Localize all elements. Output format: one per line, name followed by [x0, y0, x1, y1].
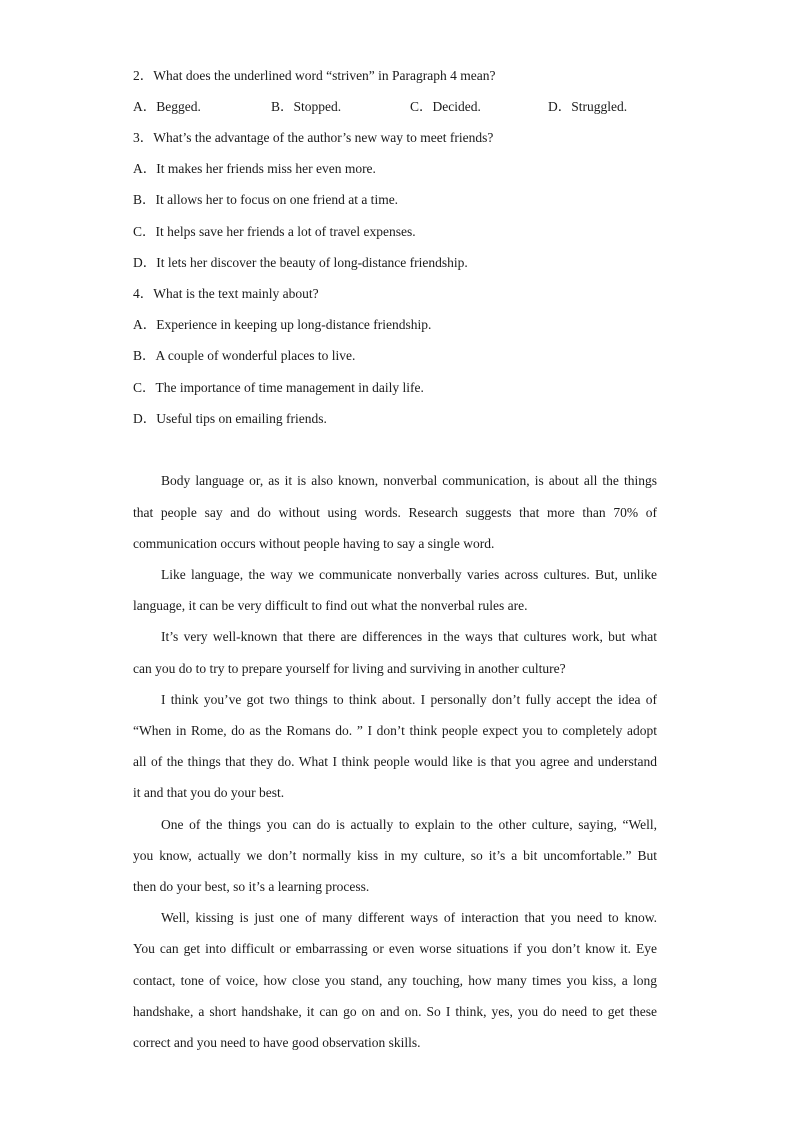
passage-line: then do your best, so it’s a learning process. [133, 879, 370, 894]
passage-line: contact, tone of voice, how close you stand, any touching, how many times you kiss, a long [133, 973, 657, 988]
question-3-stem: 3．What’s the advantage of the author’s new way to meet friends? [133, 130, 494, 145]
passage-line: Well, kissing is just one of many different ways of interaction that you need to know. [161, 910, 657, 925]
passage-line: can you do to try to prepare yourself for living and surviving in another culture? [133, 661, 566, 676]
passage-line: that people say and do without using words. Research suggests that more than 70% of [133, 505, 657, 520]
passage-line: it and that you do your best. [133, 785, 285, 800]
question-3-option-a[interactable]: A．It makes her friends miss her even more. [133, 161, 376, 176]
passage-line: you know, actually we don’t normally kiss in my culture, so it’s a bit uncomfortable.” But [133, 848, 657, 863]
passage-line: communication occurs without people having to say a single word. [133, 536, 495, 551]
passage-line: Like language, the way we communicate nonverbally varies across cultures. But, unlike [161, 567, 657, 582]
question-4-stem: 4．What is the text mainly about? [133, 286, 319, 301]
passage-line: language, it can be very difficult to find out what the nonverbal rules are. [133, 598, 528, 613]
passage-line: all of the things that they do. What I think people would like is that you agree and understand [133, 754, 657, 769]
question-3-option-c[interactable]: C．It helps save her friends a lot of travel expenses. [133, 224, 416, 239]
question-2-options [0, 99, 794, 115]
passage-line: It’s very well-known that there are differences in the ways that cultures work, but what [161, 629, 657, 644]
question-4-option-c[interactable]: C．The importance of time management in daily life. [133, 380, 424, 395]
passage-line: “When in Rome, do as the Romans do. ” I don’t think people expect you to completely adopt [133, 723, 657, 738]
passage-line: correct and you need to have good observation skills. [133, 1035, 421, 1050]
passage-line: You can get into difficult or embarrassing or even worse situations if you don’t know it. Eye [133, 941, 657, 956]
question-2-option-a[interactable]: A．Begged. [133, 99, 201, 114]
passage-line: I think you’ve got two things to think about. I personally don’t fully accept the idea of [161, 692, 657, 707]
passage-line: Body language or, as it is also known, nonverbal communication, is about all the things [161, 473, 657, 488]
question-2-option-b[interactable]: B．Stopped. [271, 99, 342, 114]
question-4-option-a[interactable]: A．Experience in keeping up long-distance friendship. [133, 317, 432, 332]
passage-line: One of the things you can do is actually to explain to the other culture, saying, “Well, [161, 817, 657, 832]
question-2-option-c[interactable]: C．Decided. [410, 99, 481, 114]
question-4-option-b[interactable]: B．A couple of wonderful places to live. [133, 348, 356, 363]
question-3-option-b[interactable]: B．It allows her to focus on one friend at a time. [133, 192, 399, 207]
question-3-option-d[interactable]: D．It lets her discover the beauty of long-distance friendship. [133, 255, 468, 270]
question-2-option-d[interactable]: D．Struggled. [548, 99, 628, 114]
question-4-option-d[interactable]: D．Useful tips on emailing friends. [133, 411, 327, 426]
passage-line: handshake, a short handshake, it can go on and on. So I think, yes, you do need to get these [133, 1004, 657, 1019]
question-2-stem: 2．What does the underlined word “striven” in Paragraph 4 mean? [133, 68, 496, 83]
